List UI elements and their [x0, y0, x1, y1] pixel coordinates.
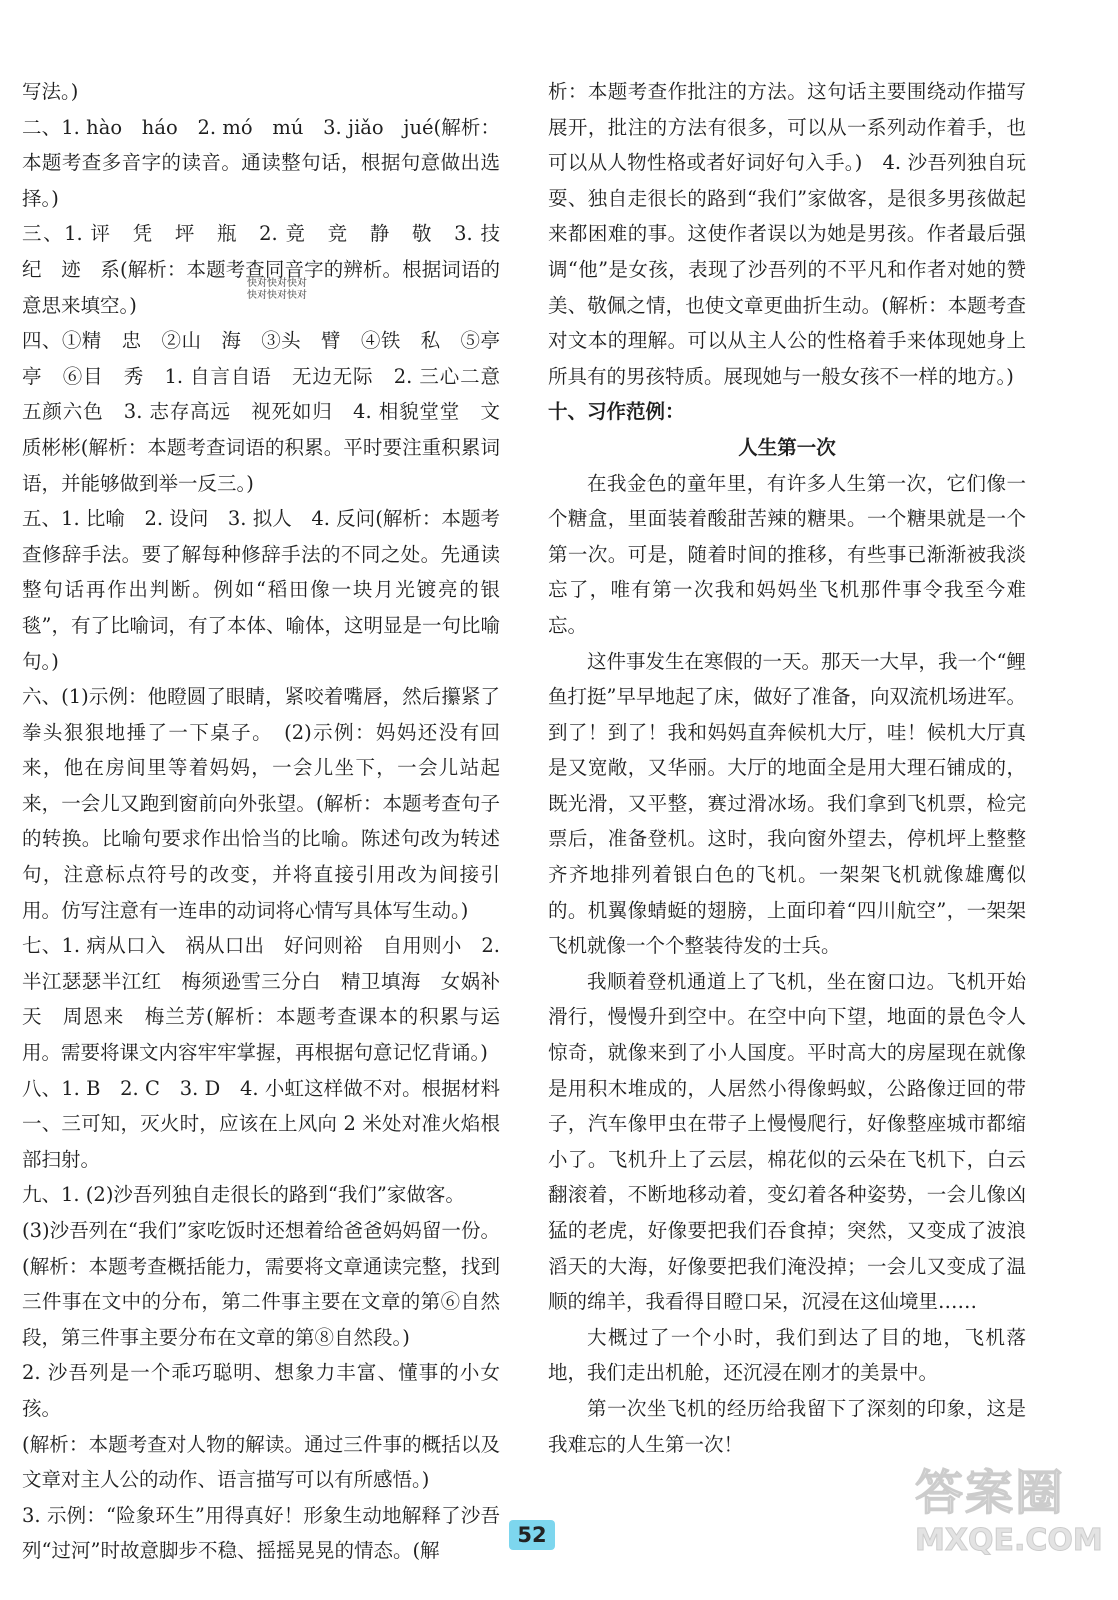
answer-section-9-2: 2. 沙吾列是一个乖巧聪明、想象力丰富、懂事的小女孩。 — [22, 1361, 500, 1420]
overlay-stamp — [232, 278, 322, 302]
overlay-line: 快对快对快对 — [247, 290, 307, 301]
watermark-url: MXQE.COM — [915, 1523, 1103, 1558]
answer-section-3: 三、1. 评 凭 坪 瓶 2. 竟 竞 静 敬 3. 技 纪 迹 系(解析：本题考查同音字的辨析。根据词语的意思来填空。) — [22, 222, 520, 317]
answer-section-9-1: 九、1. (2)沙吾列独自走很长的路到“我们”家做客。 — [22, 1183, 465, 1207]
answer-section-10-heading: 十、习作范例： — [548, 400, 685, 424]
watermark-logo-text: 答案圈 — [915, 1465, 1066, 1521]
essay-paragraph: 在我金色的童年里，有许多人生第一次，它们像一个糖盒，里面装着酸甜苦辣的糖果。一个糖果就是一个第一次。可是，随着时间的推移，有些事已渐渐被我淡忘了，唯有第一次我和妈妈坐飞机那件事令我至今难忘。 — [548, 471, 1026, 637]
answer-section-5: 五、1. 比喻 2. 设问 3. 拟人 4. 反问(解析：本题考查修辞手法。要了解每种修辞手法的不同之处。先通读整句话再作出判断。例如“稻田像一块月光镀亮的银毯”，有了比喻词，有了本体、喻体，这明显是一句比喻句。) — [22, 507, 500, 673]
answer-section-9-3: 3. 示例：“险象环生”用得真好！形象生动地解释了沙吾列“过河”时故意脚步不稳、摇摇晃晃的情态。(解 — [22, 1503, 500, 1563]
essay-paragraph: 第一次坐飞机的经历给我留下了深刻的印象，这是我难忘的人生第一次！ — [548, 1396, 1026, 1456]
essay-paragraph: 大概过了一个小时，我们到达了目的地，飞机落地，我们走出机舱，还沉浸在刚才的美景中。 — [548, 1325, 1026, 1385]
answer-section-6: 六、(1)示例：他瞪圆了眼睛，紧咬着嘴唇，然后攥紧了拳头狠狠地捶了一下桌子。 (2)示例：妈妈还没有回来，他在房间里等着妈妈，一会儿坐下，一会儿站起来，一会儿又跑到窗前向外张望。(解析：本题考查句子的转换。比喻句要求作出恰当的比喻。陈述句改为转述句，注意标点符号的改变，并将直接引用改为间接引用。仿写注意有一连串的动词将心情写具体写生动。) — [22, 685, 500, 922]
answer-section-9-2-analysis: (解析：本题考查对人物的解读。通过三件事的概括以及文章对主人公的动作、语言描写可以有所感悟。) — [22, 1432, 500, 1492]
answer-section-8: 八、1. B 2. C 3. D 4. 小虹这样做不对。根据材料一、三可知，灭火时，应该在上风向 2 米处对准火焰根部扫射。 — [22, 1076, 500, 1171]
essay-paragraph: 我顺着登机通道上了飞机，坐在窗口边。飞机开始滑行，慢慢升到空中。在空中向下望，地面的景色令人惊奇，就像来到了小人国度。平时高大的房屋现在就像是用积木堆成的，人居然小得像蚂蚁，公路像迂回的带子，汽车像甲虫在带子上慢慢爬行，好像整座城市都缩小了。飞机升上了云层，棉花似的云朵在飞机下，白云翻滚着，不断地移动着，变幻着各种姿势，一会儿像凶猛的老虎，好像要把我们吞食掉；突然，又变成了波浪滔天的大海，好像要把我们淹没掉；一会儿又变成了温顺的绵羊，我看得目瞪口呆，沉浸在这仙境里…… — [548, 969, 1026, 1314]
watermark-logo — [915, 1454, 1105, 1594]
essay-title: 人生第一次 — [738, 435, 836, 459]
answer-section-9-1-3: (3)沙吾列在“我们”家吃饭时还想着给爸爸妈妈留一份。(解析：本题考查概括能力，需要将文章通读完整，找到三件事在文中的分布，第二件事主要在文章的第⑥自然段，第三件事主要分布在文章的第⑧自然段。) — [22, 1219, 500, 1349]
answer-section-7: 七、1. 病从口入 祸从口出 好问则裕 自用则小 2. 半江瑟瑟半江红 梅须逊雪三分白 精卫填海 女娲补天 周恩来 梅兰芳(解析：本题考查课本的积累与运用。需要将课文内容牢牢掌握，再根据句意记忆背诵。) — [22, 934, 500, 1065]
answer-line: 写法。) — [22, 80, 79, 103]
answer-section-2: 二、1. hào háo 2. mó mú 3. jiǎo jué(解析：本题考查多音字的读音。通读整句话，根据句意做出选择。) — [22, 115, 500, 210]
right-column — [548, 74, 1026, 1462]
overlay-line: 快对快对快对 — [247, 278, 307, 289]
essay-paragraph: 这件事发生在寒假的一天。那天一大早，我一个“鲤鱼打挺”早早地起了床，做好了准备，向双流机场进军。到了！到了！我和妈妈直奔候机大厅，哇！候机大厅真是又宽敞，又华丽。大厅的地面全是用大理石铺成的，既光滑，又平整，赛过滑冰场。我们拿到飞机票，检完票后，准备登机。这时，我向窗外望去，停机坪上整整齐齐地排列着银白色的飞机。一架架飞机就像雄鹰似的。机翼像蜻蜓的翅膀，上面印着“四川航空”，一架架飞机就像一个个整装待发的士兵。 — [548, 649, 1026, 958]
answer-section-4: 四、①精 忠 ②山 海 ③头 臂 ④铁 私 ⑤亭亭 ⑥目 秀 1. 自言自语 无边无际 2. 三心二意 五颜六色 3. 志存高远 视死如归 4. 相貌堂堂 文质彬彬(解析：本题考查词语的积累。平时要注重积累词语，并能够做到举一反三。) — [22, 329, 520, 495]
answer-section-9-3-cont: 析：本题考查作批注的方法。这句话主要围绕动作描写展开，批注的方法有很多，可以从一系列动作着手，也可以从人物性格或者好词好句入手。) 4. 沙吾列独自玩耍、独自走很长的路到“我们”家做客，是很多男孩做起来都困难的事。这使作者误以为她是男孩。作者最后强调“他”是女孩，表现了沙吾列的不平凡和作者对她的赞美、敬佩之情，也使文章更曲折生动。(解析：本题考查对文本的理解。可以从主人公的性格着手来体现她身上所具有的男孩特质。展现她与一般女孩不一样的地方。) — [548, 80, 1026, 388]
page-number: 52 — [509, 1520, 555, 1550]
